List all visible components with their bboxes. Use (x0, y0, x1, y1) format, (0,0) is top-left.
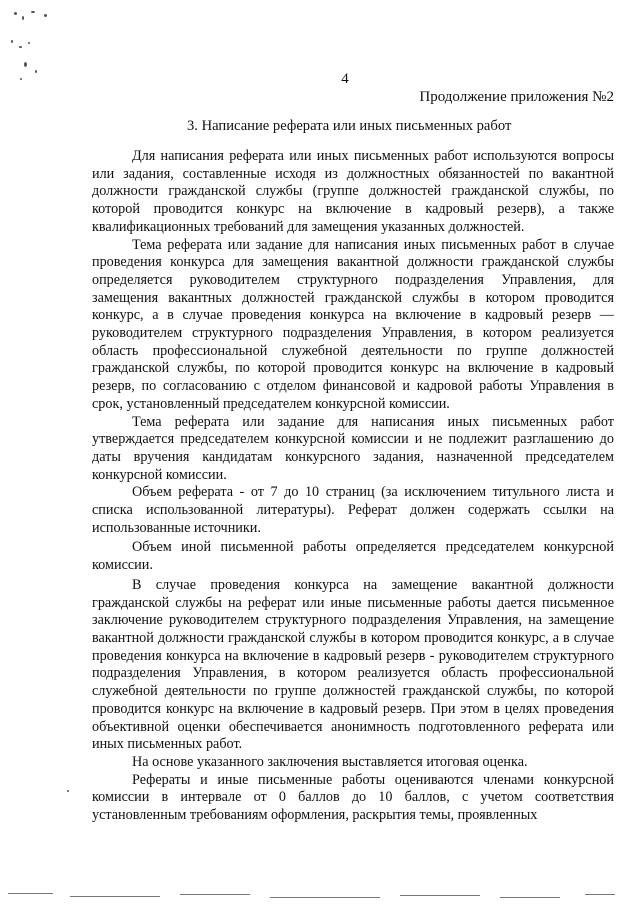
page-number: 4 (341, 71, 349, 87)
document-body (92, 148, 614, 825)
paragraph: В случае проведения конкурса на замещение вакантной должности гражданской службы на реферат или иные письменные работы дается письменное заключение руководителем структурного подразделения Управления, на замещение вакантной должности гражданской службы в котором проводится конкурс, а в случае проведения конкурса на включение в кадровый резерв - руководителем структурного подразделения Управления, в котором реализуется область профессиональной служебной деятельности по группе должностей гражданской службы, по которой проводится конкурс на включение в кадровый резерв. При этом в целях проведения объективной оценки обеспечивается анонимность подготовленного реферата или иных письменных работ. (92, 576, 614, 753)
paragraph: Рефераты и иные письменные работы оцениваются членами конкурсной комиссии в интервале от 0 баллов до 10 баллов, с учетом соответствия установленным требованиям оформления, раскрытия темы, проявленных (92, 771, 614, 824)
paragraph: Объем иной письменной работы определяется председателем конкурсной комиссии. (92, 539, 614, 574)
section-title: 3. Написание реферата или иных письменных работ (187, 118, 512, 134)
appendix-label: Продолжение приложения №2 (419, 89, 614, 105)
paragraph: Тема реферата или задание для написания иных письменных работ в случае проведения конкурса для замещения вакантной должности гражданской службы определяется руководителем структурного подразделения Управления, для замещения вакантных должностей гражданской службы в котором проводится конкурс, а в случае проведения конкурса на включение в кадровый резерв — руководителем структурного подразделения Управления, в котором реализуется область профессиональной служебной деятельности по группе должностей гражданской службы, по которой проводится конкурс на включение в кадровый резерв, по согласованию с отделом финансовой и кадровой работы Управления в срок, установленный председателем конкурсной комиссии. (92, 236, 614, 412)
paragraph: Объем реферата - от 7 до 10 страниц (за исключением титульного листа и списка использованной литературы). Реферат должен содержать ссылки на использованные источники. (92, 484, 614, 536)
paragraph: Тема реферата или задание для написания иных письменных работ утверждается председателем конкурсной комиссии и не подлежит разглашению до даты вручения кандидатам конкурсного задания, назначенной председателем конкурсной комиссии. (92, 413, 614, 483)
paragraph: На основе указанного заключения выставляется итоговая оценка. (132, 753, 528, 770)
paragraph: Для написания реферата или иных письменных работ используются вопросы или задания, составленные исходя из должностных обязанностей по вакантной должности гражданской службы (группе должностей гражданской службы, по которой проводится конкурс на включение в кадровый резерв), а также квалификационных требований для замещения указанных должностей. (92, 148, 614, 235)
